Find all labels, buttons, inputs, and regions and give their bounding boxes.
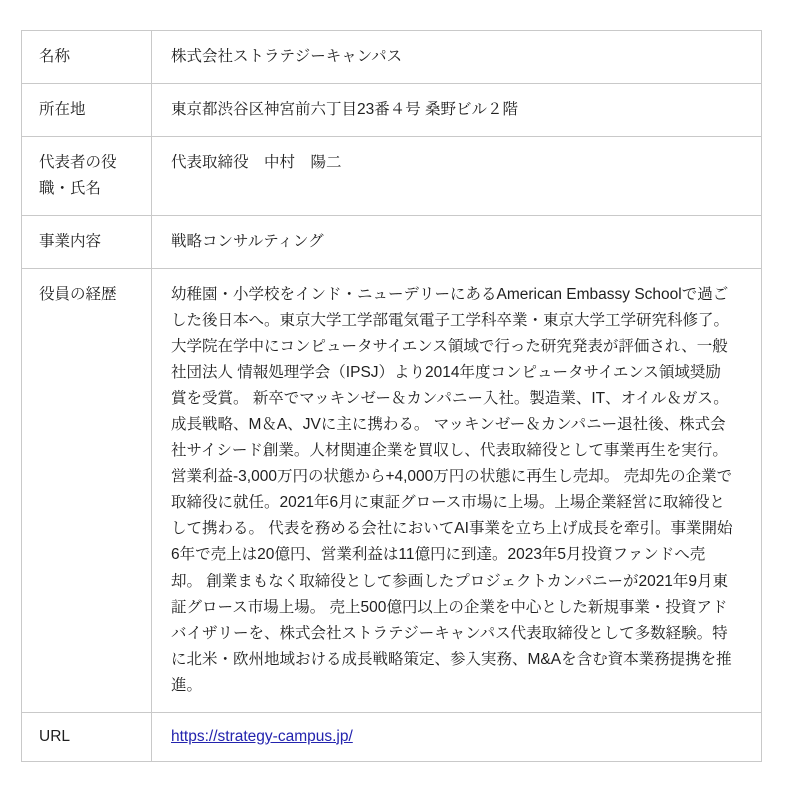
row-label-business: 事業内容: [22, 216, 152, 269]
table-row-career: [22, 269, 762, 713]
table-row-business: [22, 216, 762, 269]
row-value-business: [152, 216, 762, 269]
company-profile-table: [21, 30, 762, 762]
company-profile: [21, 30, 762, 762]
table-row-representative: [22, 137, 762, 216]
representative-name-text: 代表取締役 中村 陽二: [171, 154, 342, 172]
row-label-career: 役員の経歴: [22, 269, 152, 713]
business-description-text: 戦略コンサルティング: [171, 233, 324, 251]
executive-bio-text: 幼稚園・小学校をインド・ニューデリーにあるAmerican Embassy Schoolで過ごした後日本へ。東京大学工学部電気電子工学科卒業・東京大学工学研究科修了。大学院在学中にコンピュータサイエンス領域で行った研究発表が評価され、一般社団法人 情報処理学会（IPSJ）より2014年度コンピュータサイエンス領域奨励賞を受賞。 新卒でマッキンゼー＆カンパニー入社。製造業、IT、オイル＆ガス。成長戦略、M＆A、JVに主に携わる。 マッキンゼー＆カンパニー退社後、株式会社サイシード創業。人材関連企業を買収し、代表取締役として事業再生を実行。営業利益-3,000万円の状態から+4,000万円の状態に再生し売却。 売却先の企業で取締役に就任。2021年6月に東証グロース市場に上場。上場企業経営に取締役として携わる。 代表を務める会社においてAI事業を立ち上げ成長を牽引。事業開始6年で売上は20億円、営業利益は11億円に到達。2023年5月投資ファンドへ売却。 創業まもなく取締役として参画したプロジェクトカンパニーが2021年9月東証グロース市場上場。 売上500億円以上の企業を中心とした新規事業・投資アドバイザリーを、株式会社ストラテジーキャンパス代表取締役として多数経験。特に北米・欧州地域おける成長戦略策定、参入実務、M&Aを含む資本業務提携を推進。: [171, 286, 733, 694]
row-label-url: URL: [22, 712, 152, 761]
row-value-url: [152, 712, 762, 761]
row-label-representative: 代表者の役職・氏名: [22, 137, 152, 216]
row-value-career: [152, 269, 762, 713]
table-row-address: [22, 84, 762, 137]
row-label-address: 所在地: [22, 84, 152, 137]
row-value-representative: [152, 137, 762, 216]
row-label-name: 名称: [22, 31, 152, 84]
row-value-address: [152, 84, 762, 137]
table-row-name: [22, 31, 762, 84]
company-address-text: 東京都渋谷区神宮前六丁目23番４号 桑野ビル２階: [171, 101, 519, 119]
company-name-text: 株式会社ストラテジーキャンパス: [171, 48, 403, 65]
table-row-url: [22, 712, 762, 761]
row-value-name: [152, 31, 762, 84]
company-url-link[interactable]: https://strategy-campus.jp/: [171, 727, 353, 745]
